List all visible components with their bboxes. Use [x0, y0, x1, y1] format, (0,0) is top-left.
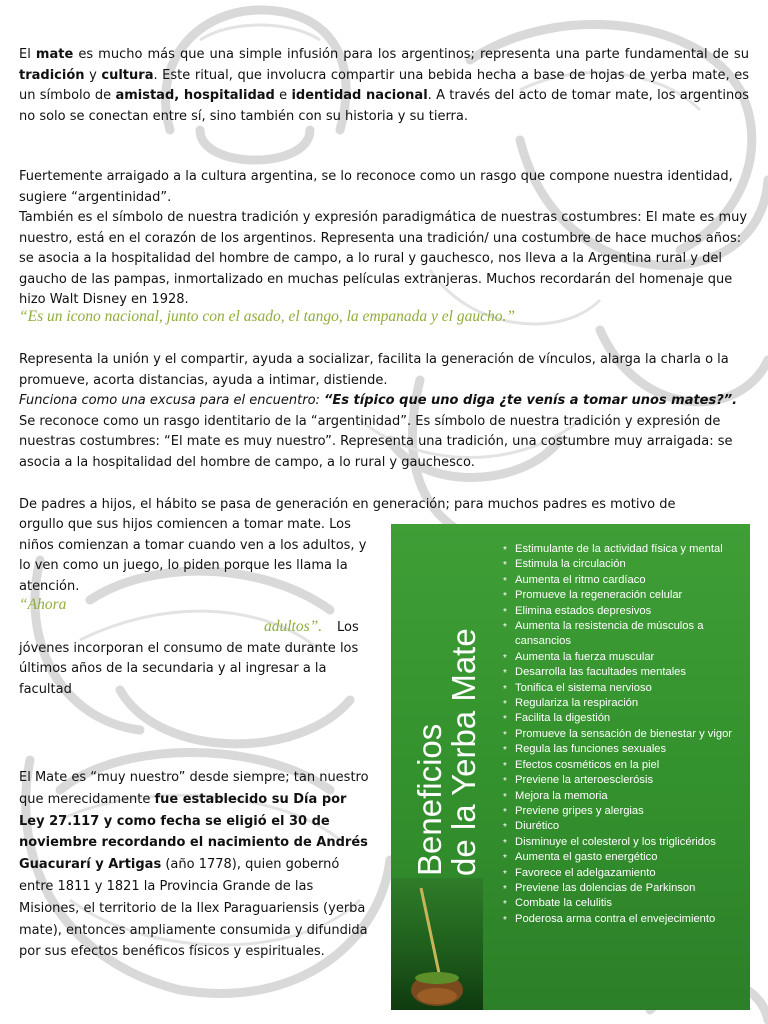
benefit-item: * Previene la arteroesclerósis: [503, 773, 744, 788]
benefit-item: * Estimulante de la actividad física y mental: [503, 542, 744, 557]
icon-quote: “Es un icono nacional, junto con el asado, el tango, la empanada y el gaucho.”: [19, 308, 515, 325]
mate-day-paragraph: El Mate es “muy nuestro” desde siempre; tan nuestro que merecidamente fue establecido su Día por Ley 27.117 y como fecha se eligió el 30 de noviembre recordando el nacimiento de Andrés Guacurarí y Artigas (año 1778), quien gobernó entre 1811 y 1821 la Provincia Grande de las Misiones, el territorio de la Ilex Paraguariensis (yerba mate), entonces ampliamente consumida y difundida por sus efectos benéficos físicos y espirituales.: [19, 770, 369, 960]
benefit-item: * Desarrolla las facultades mentales: [503, 665, 744, 680]
benefit-item: * Previene las dolencias de Parkinson: [503, 881, 744, 896]
benefit-item: * Aumenta el gasto energético: [503, 850, 744, 865]
benefit-item: * Aumenta la resistencia de músculos a cansancios: [503, 619, 744, 650]
benefit-item: * Aumenta el ritmo cardíaco: [503, 573, 744, 588]
benefit-item: * Mejora la memoria: [503, 789, 744, 804]
benefit-item: * Elimina estados depresivos: [503, 604, 744, 619]
benefit-item: * Favorece el adelgazamiento: [503, 866, 744, 881]
benefit-item: * Aumenta la fuerza muscular: [503, 650, 744, 665]
benefit-item: * Poderosa arma contra el envejecimiento: [503, 912, 744, 927]
generations-line: De padres a hijos, el hábito se pasa de generación en generación; para muchos padres es motivo de: [19, 497, 676, 512]
benefits-card: [391, 524, 750, 1010]
card-title-line2: de la Yerba Mate: [445, 628, 482, 876]
benefits-list: [503, 542, 744, 927]
benefit-item: * Diurético: [503, 819, 744, 834]
youth-paragraph: Los jóvenes incorporan el consumo de mate durante los últimos años de la secundaria y al ingresar a la facultad: [19, 620, 359, 697]
now-quote-start: “Ahora: [19, 596, 67, 613]
benefit-item: * Disminuye el colesterol y los triglicéridos: [503, 835, 744, 850]
mate-cup-icon: [391, 878, 483, 1010]
benefit-item: * Combate la celulitis: [503, 896, 744, 911]
card-title-line1: Beneficios: [411, 723, 448, 876]
generations-paragraph: orgullo que sus hijos comiencen a tomar mate. Los niños comienzan a tomar cuando ven a los adultos, y lo ven como un juego, lo piden porque les llama la atención.: [19, 517, 367, 594]
benefit-item: * Promueve la sensación de bienestar y vigor: [503, 727, 744, 742]
benefit-item: * Regulariza la respiración: [503, 696, 744, 711]
now-quote-end: adultos”.: [264, 618, 323, 635]
benefit-item: * Previene gripes y alergias: [503, 804, 744, 819]
intro-paragraph: El mate es mucho más que una simple infusión para los argentinos; representa una parte fundamental de su tradición y cultura. Este ritual, que involucra compartir una bebida hecha a base de hojas de yerba mate, es un símbolo de amistad, hospitalidad e identidad nacional. A través del acto de tomar mate, los argentinos no solo se conectan entre sí, sino también con su historia y su tierra.: [19, 47, 749, 124]
benefit-item: * Regula las funciones sexuales: [503, 742, 744, 757]
benefit-item: * Tonifica el sistema nervioso: [503, 681, 744, 696]
identity-paragraph: Fuertemente arraigado a la cultura argentina, se lo reconoce como un rasgo que compone nuestra identidad, sugiere “argentinidad”. También es el símbolo de nuestra tradición y expresión paradigmática de nuestras costumbres: El mate es muy nuestro, está en el corazón de los argentinos. Representa una tradición/ una costumbre de hace muchos años: se asocia a la hospitalidad del hombre de campo, a lo rural y gauchesco, nos lleva a la Argentina rural y del gaucho de las pampas, inmortalizado en muchas películas extranjeras. Muchos recordarán del homenaje que hizo Walt Disney en 1928.: [19, 169, 748, 307]
benefit-item: * Promueve la regeneración celular: [503, 588, 744, 603]
benefit-item: * Facilita la digestión: [503, 711, 744, 726]
benefit-item: * Efectos cosméticos en la piel: [503, 758, 744, 773]
mate-photo: [391, 878, 483, 1010]
benefit-item: * Estimula la circulación: [503, 557, 744, 572]
union-paragraph: Representa la unión y el compartir, ayuda a socializar, facilita la generación de vínculos, alarga la charla o la promueve, acorta distancias, ayuda a intimar, distiende. Funciona como una excusa para el encuentro: “Es típico que uno diga ¿te venís a tomar unos mates?”. Se reconoce como un rasgo identitario de la “argentinidad”. Es símbolo de nuestra tradición y expresión de nuestras costumbres: “El mate es muy nuestro”. Representa una tradición, una costumbre muy arraigada: se asocia a la hospitalidad del hombre de campo, a lo rural y gauchesco.: [19, 352, 738, 470]
